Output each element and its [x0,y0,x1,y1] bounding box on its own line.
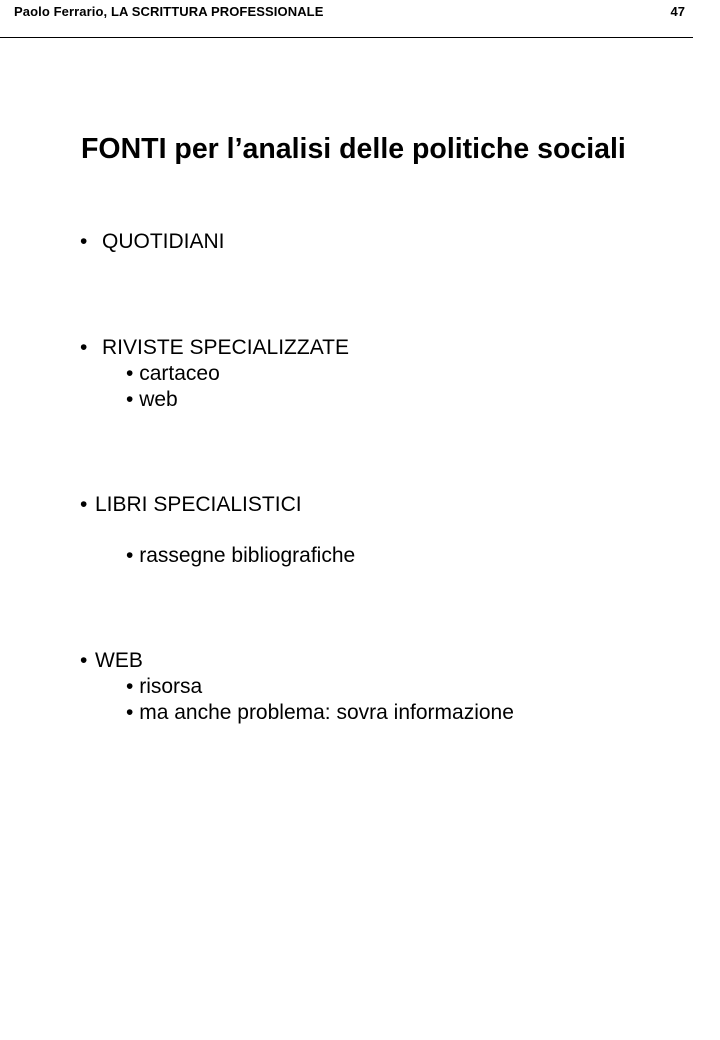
section-label: LIBRI SPECIALISTICI [95,493,302,516]
bullet-icon: • [126,675,134,698]
section-riviste-specializzate [80,335,349,413]
bullet-icon: • [126,701,134,724]
list-item-label: rassegne bibliografiche [139,544,356,567]
bullet-icon: • [80,649,88,672]
section-heading [80,335,349,361]
section-label: RIVISTE SPECIALIZZATE [102,336,349,359]
list-item [80,361,349,387]
list-item-label: cartaceo [139,362,220,385]
bullet-icon: • [80,493,88,516]
section-heading [80,229,225,255]
document-title: Paolo Ferrario, LA SCRITTURA PROFESSIONALE [14,4,324,19]
list-item [80,387,349,413]
list-item-label: ma anche problema: sovra informazione [139,701,514,724]
slide-title: FONTI per l’analisi delle politiche sociali [81,133,626,165]
list-item [80,700,514,726]
bullet-icon: • [126,388,134,411]
list-item-label: risorsa [139,675,203,698]
bullet-icon: • [126,544,134,567]
section-heading [80,492,355,518]
section-web [80,648,514,726]
page-header [0,0,693,38]
list-item [80,674,514,700]
section-label: WEB [95,649,143,672]
bullet-icon: • [126,362,134,385]
page-number: 47 [670,4,685,19]
section-heading [80,648,514,674]
section-libri-specialistici [80,492,355,569]
section-quotidiani [80,229,225,255]
bullet-icon: • [80,336,88,359]
bullet-icon: • [80,230,88,253]
section-label: QUOTIDIANI [102,230,225,253]
list-item [80,543,355,569]
list-item-label: web [139,388,178,411]
